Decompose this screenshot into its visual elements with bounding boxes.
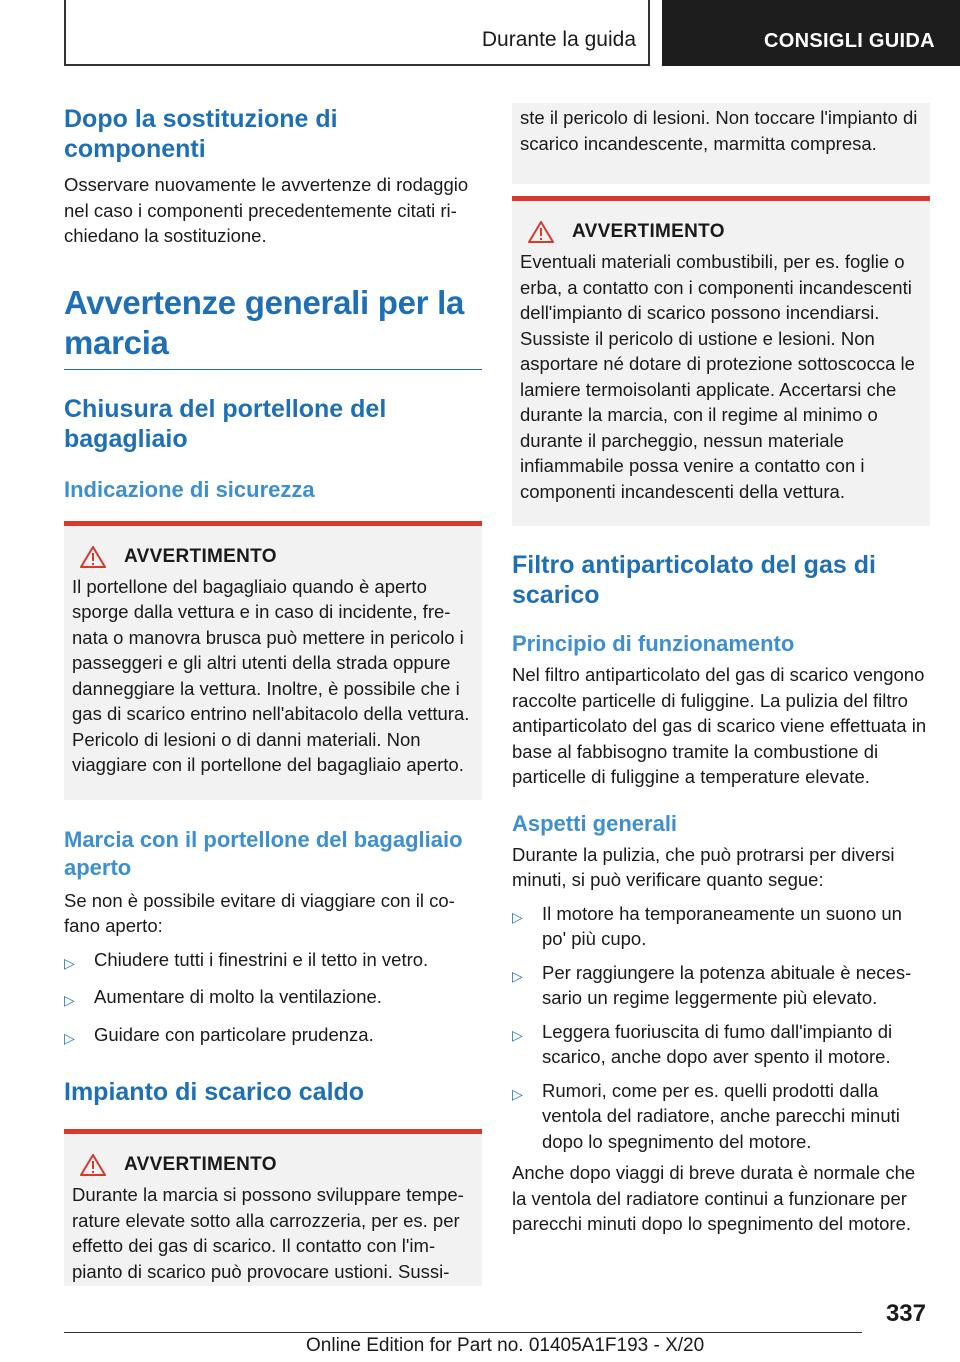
left-column: [64, 100, 482, 1286]
footer-divider: [64, 1332, 862, 1333]
warning-title: AVVERTIMENTO: [124, 1154, 277, 1175]
paragraph-aspetti: Durante la pulizia, che può protrarsi per diversi minuti, si può verificare quanto segue:: [512, 843, 895, 890]
paragraph-final: Anche dopo viaggi di breve durata è normale che la ventola del radiatore continui a funzionare per parecchi minuti dopo lo spegnimento del motore.: [512, 1162, 916, 1234]
paragraph-marcia: Se non è possibile evitare di viaggiare con il cofano aperto:: [64, 889, 455, 936]
warning-title: AVVERTIMENTO: [572, 221, 725, 242]
warning-title: AVVERTIMENTO: [124, 545, 277, 567]
list-item: ▷ Aumentare di molto la ventilazione.: [64, 984, 482, 1014]
right-column: [512, 103, 930, 1237]
warning-box-portellone: [64, 521, 482, 800]
warning-triangle-icon: [80, 1154, 106, 1176]
list-item: ▷ Per raggiungere la potenza abituale è necessario un regime leggermente più elevato.: [512, 960, 930, 1011]
bullet-arrow-icon: ▷: [64, 954, 75, 971]
warning-text: Eventuali materiali combustibili, per es. foglie o erba, a contatto con i componenti incandescenti dell'impianto di scarico possono incendiarsi. Sussiste il pericolo di ustione e lesioni. Non asportare né dotare di protezione sottoscocca le lamiere termoisolanti applicate. Accertarsi che durante la marcia, con il regime al minimo o durante il parcheggio, nessun materiale infiammabile possa venire a contatto con i componenti incandescenti della vettura.: [520, 251, 915, 502]
heading-sostituzione: Dopo la sostituzione di componenti: [64, 105, 338, 163]
warning-box-scarico: [64, 1129, 482, 1286]
warning-header: [528, 221, 922, 243]
paragraph-principio: Nel filtro antiparticolato del gas di scarico vengono raccolte particelle di fuliggine. La pulizia del filtro antiparticolato del gas di scarico viene effettuata in base al fabbisogno tramite la combustione di particelle di fuliggine a temperature elevate.: [512, 664, 927, 787]
warning-triangle-icon: [80, 546, 106, 568]
warning-triangle-icon: [528, 221, 554, 243]
warning-text: Il portellone del bagagliaio quando è aperto sporge dalla vettura e in caso di incidente, frenata o manovra brusca può mettere in pericolo i passeggeri e gli altri utenti della strada oppure danneggiare la vettura. Inoltre, è possibile che i gas di scarico entrino nell'abitacolo della vettura. Pericolo di lesioni o di danni materiali. Non viaggiare con il portellone del bagagliaio aperto.: [72, 575, 470, 775]
list-item: ▷ Chiudere tutti i finestrini e il tetto in vetro.: [64, 947, 482, 977]
heading-principio: Principio di funzionamento: [512, 631, 795, 656]
warning-text: Durante la marcia si possono sviluppare temperature elevate sotto alla carrozzeria, per es. per effetto dei gas di scarico. Il contatto con l'impianto di scarico può provocare ustioni. Sussi-: [72, 1184, 464, 1282]
list-marcia: [64, 947, 482, 1052]
list-aspetti: [512, 901, 930, 1155]
bullet-arrow-icon: ▷: [64, 992, 75, 1008]
warning-header: [80, 546, 474, 568]
heading-chiusura: Chiusura del portellone del bagagliaio: [64, 394, 387, 453]
bullet-arrow-icon: ▷: [512, 1026, 523, 1043]
heading-marcia: Marcia con il portellone del bagagliaio aperto: [64, 826, 463, 880]
warning-text-continued: ste il pericolo di lesioni. Non toccare l'impianto di scarico incandescente, marmitta compresa.: [520, 107, 918, 154]
list-item: ▷ Rumori, come per es. quelli prodotti dalla ventola del radiatore, anche parecchi minuti dopo lo spegnimento del motore.: [512, 1078, 930, 1155]
heading-avvertenze-block: [64, 283, 482, 370]
header-section-title: Durante la guida: [481, 28, 636, 51]
warning-box-scarico-continued: [512, 103, 930, 184]
list-item: ▷ Guidare con particolare prudenza.: [64, 1022, 482, 1052]
heading-aspetti: Aspetti generali: [512, 810, 678, 836]
header-chapter-tab: CONSIGLI GUIDA: [662, 0, 960, 66]
heading-indicazione: Indicazione di sicurezza: [64, 476, 315, 502]
list-item: ▷ Il motore ha temporaneamente un suono un po' più cupo.: [512, 901, 930, 952]
page-number: 337: [885, 1300, 926, 1327]
bullet-arrow-icon: ▷: [512, 967, 523, 984]
warning-header: [80, 1154, 474, 1176]
bullet-arrow-icon: ▷: [512, 908, 523, 925]
heading-filtro: Filtro antiparticolato del gas di scarico: [512, 551, 876, 609]
heading-avvertenze: Avvertenze generali per la marcia: [64, 283, 464, 361]
list-item: ▷ Leggera fuoriuscita di fumo dall'impianto di scarico, anche dopo aver spento il motore.: [512, 1019, 930, 1070]
footer-edition: Online Edition for Part no. 01405A1F193 - X/20: [306, 1335, 705, 1356]
bullet-arrow-icon: ▷: [64, 1029, 75, 1046]
paragraph-sostituzione: Osservare nuovamente le avvertenze di rodaggio nel caso i componenti precedentemente citati richiedano la sostituzione.: [64, 174, 469, 246]
bullet-arrow-icon: ▷: [512, 1085, 523, 1102]
heading-impianto: Impianto di scarico caldo: [64, 1078, 365, 1106]
warning-box-combustibili: [512, 196, 930, 526]
